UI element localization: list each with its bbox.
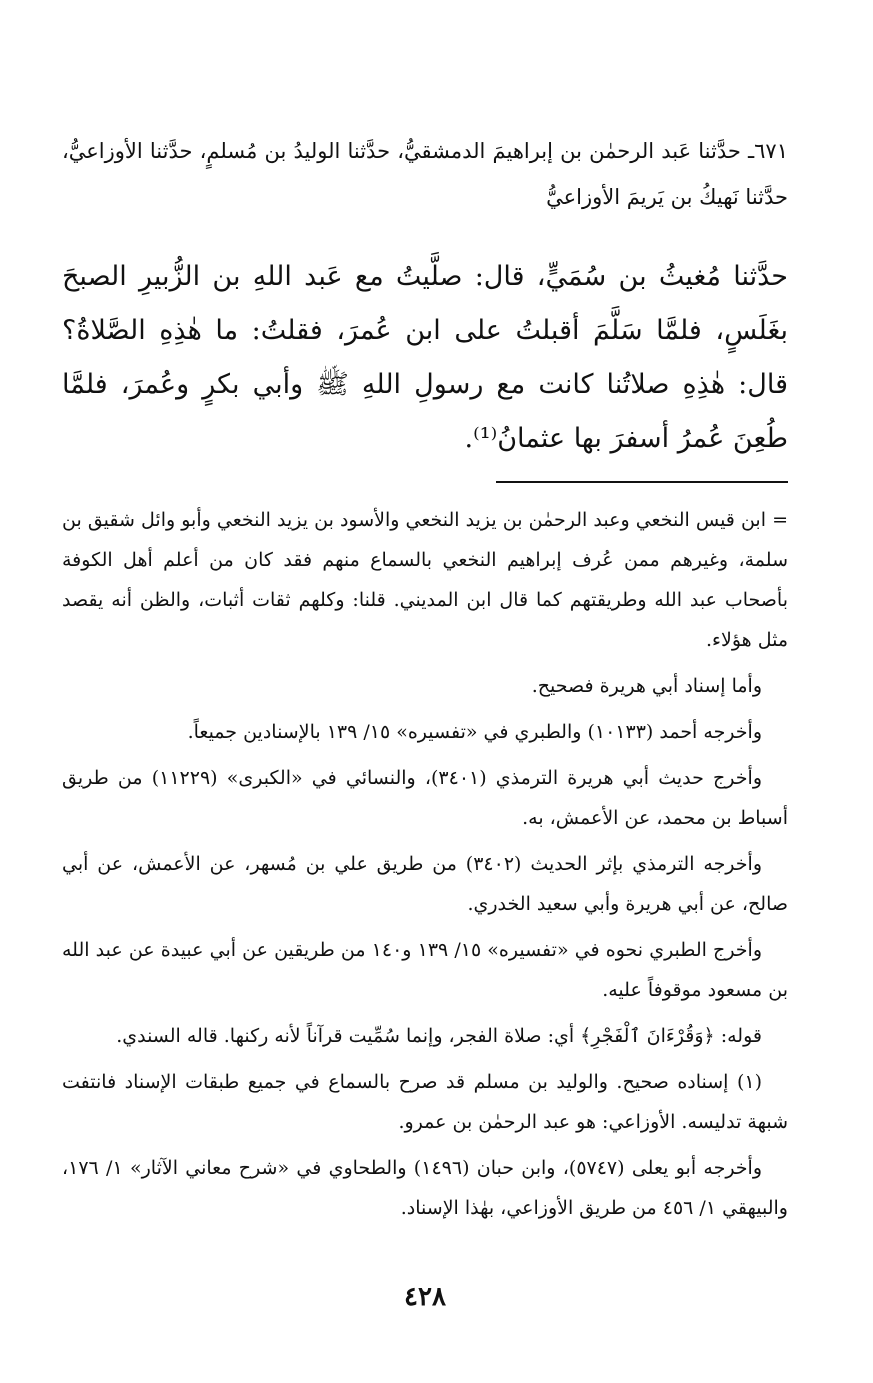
footnote-paragraph: وأخرجه أحمد (١٠١٣٣) والطبري في «تفسيره» ١٥/ ١٣٩ بالإسنادين جميعاً. <box>187 721 762 743</box>
footnote-paragraph: وأخرجه الترمذي بإثر الحديث (٣٤٠٢) من طريق علي بن مُسهر، عن الأعمش، عن أبي صالح، عن أبي هريرة وأبي سعيد الخدري. <box>62 853 788 915</box>
footnote-continuation: = ابن قيس النخعي وعبد الرحمٰن بن يزيد النخعي والأسود بن يزيد النخعي وأبو وائل شقيق بن سلمة، وغيرهم ممن عُرف إبراهيم النخعي بالسماع منهم فقد كان من أعلم أهل الكوفة بأصحاب عبد الله وطريقتهم كما قال ابن المديني. قلنا: وكلهم ثقات أثبات، والظن أنه يقصد مثل هؤلاء. <box>62 509 788 651</box>
page-number: ٤٢٨ <box>404 1282 446 1312</box>
hadith-matn: حدَّثنا مُغيثُ بن سُمَيٍّ، قال: صلَّيتُ مع عَبد اللهِ بن الزُّبيرِ الصبحَ بغَلَسٍ، فلمَّا سَلَّمَ أقبلتُ على ابن عُمرَ، فقلتُ: ما هٰذِهِ الصَّلاةُ؟ قال: هٰذِهِ صلاتُنا كانت مع رسولِ اللهِ ﷺ وأبي بكرٍ وعُمرَ، فلمَّا طُعِنَ عُمرُ أسفرَ بها عثمانُ⁽¹⁾. <box>62 261 788 454</box>
footnote-paragraph: وأخرج الطبري نحوه في «تفسيره» ١٥/ ١٣٩ و١٤٠ من طريقين عن أبي عبيدة عن عبد الله بن مسعود موقوفاً عليه. <box>62 939 788 1001</box>
hadith-isnad: ٦٧١ـ حدَّثنا عَبد الرحمٰن بن إبراهيمَ الدمشقيُّ، حدَّثنا الوليدُ بن مُسلمٍ، حدَّثنا الأوزاعيُّ، حدَّثنا نَهيكُ بن يَريمَ الأوزاعيُّ <box>62 139 788 209</box>
footnote-separator <box>496 481 788 483</box>
footnote-paragraph: وأما إسناد أبي هريرة فصحيح. <box>531 675 762 697</box>
footnote-paragraph: وأخرج حديث أبي هريرة الترمذي (٣٤٠١)، والنسائي في «الكبرى» (١١٢٢٩) من طريق أسباط بن محمد، عن الأعمش، به. <box>62 767 788 829</box>
footnote-1: (١) إسناده صحيح. والوليد بن مسلم قد صرح بالسماع في جميع طبقات الإسناد فانتفت شبهة تدليسه. الأوزاعي: هو عبد الرحمٰن بن عمرو. <box>62 1071 788 1133</box>
book-page <box>62 0 788 1383</box>
footnotes <box>62 500 788 1234</box>
footnote-1-sources: وأخرجه أبو يعلى (٥٧٤٧)، وابن حبان (١٤٩٦) والطحاوي في «شرح معاني الآثار» ١/ ١٧٦، والبيهقي ١/ ٤٥٦ من طريق الأوزاعي، بهٰذا الإسناد. <box>62 1157 788 1219</box>
footnote-paragraph: قوله: ﴿وَقُرْءَانَ ٱلْفَجْرِ﴾ أي: صلاة الفجر، وإنما سُمِّيت قرآناً لأنه ركنها. قاله السندي. <box>116 1025 762 1047</box>
